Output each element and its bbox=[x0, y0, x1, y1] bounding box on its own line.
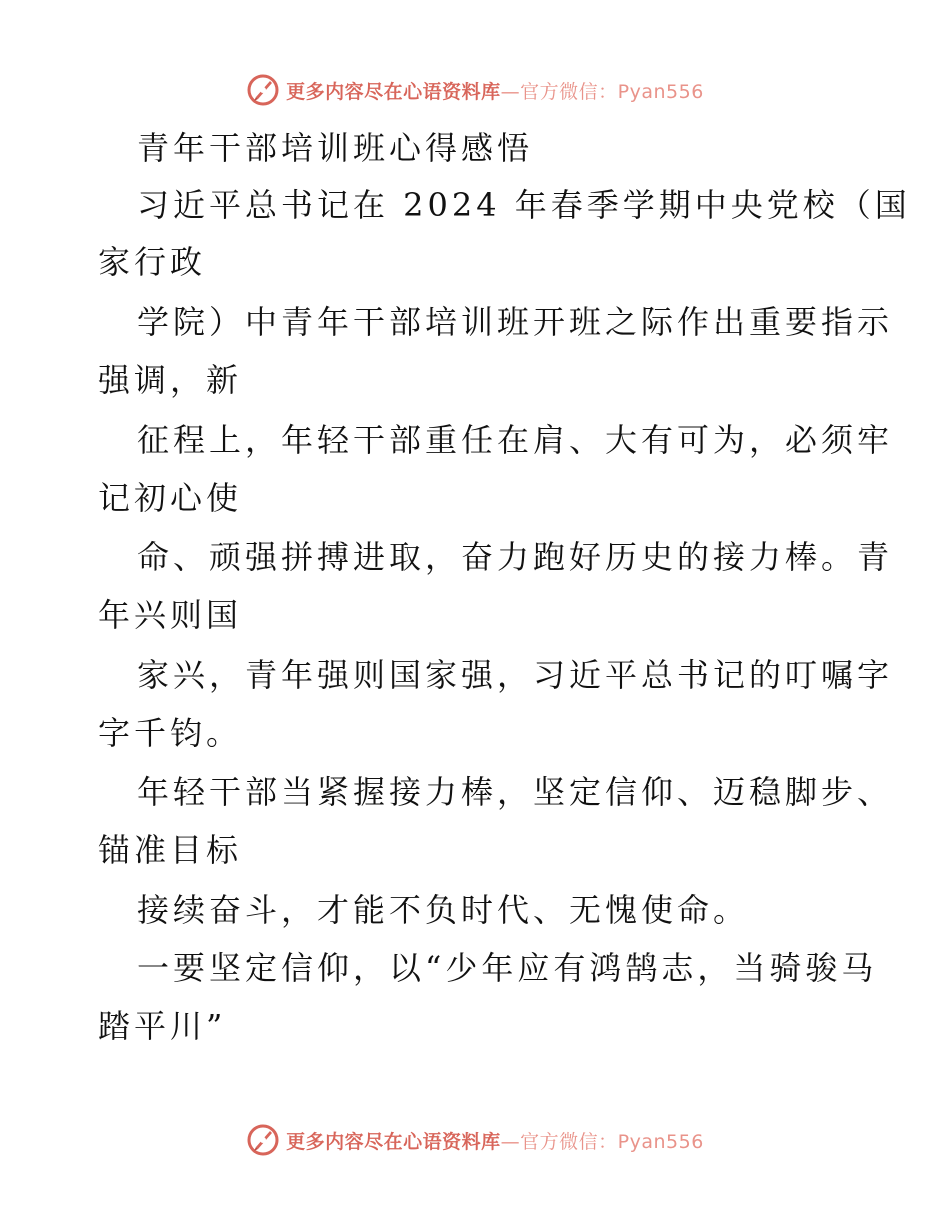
watermark-brand: 更多内容尽在心语资料库 bbox=[286, 1130, 501, 1153]
paragraph-line: 锚准目标 bbox=[98, 831, 243, 869]
paragraph-line: 一要坚定信仰，以“少年应有鸿鹄志，当骑骏马 bbox=[137, 949, 878, 987]
paragraph-line: 家行政 bbox=[98, 243, 207, 281]
paragraph-line: 强调，新 bbox=[98, 361, 243, 399]
document-title: 青年干部培训班心得感悟 bbox=[137, 129, 534, 167]
watermark-contact: 官方微信：Pyan556 bbox=[520, 1130, 704, 1153]
quill-pen-logo-icon bbox=[246, 73, 280, 107]
paragraph-line: 踏平川” bbox=[98, 1007, 227, 1045]
watermark-contact: 官方微信：Pyan556 bbox=[520, 80, 704, 103]
quill-pen-logo-icon bbox=[246, 1123, 280, 1157]
paragraph-line: 接续奋斗，才能不负时代、无愧使命。 bbox=[137, 891, 750, 929]
footer-watermark bbox=[0, 1120, 950, 1160]
paragraph-line: 年兴则国 bbox=[98, 596, 243, 634]
paragraph-line: 家兴，青年强则国家强，习近平总书记的叮嘱字 bbox=[137, 656, 894, 694]
paragraph-line: 学院）中青年干部培训班开班之际作出重要指示 bbox=[137, 303, 894, 341]
paragraph-line: 字千钧。 bbox=[98, 714, 243, 752]
paragraph-line: 征程上，年轻干部重任在肩、大有可为，必须牢 bbox=[137, 421, 894, 459]
paragraph-line: 命、顽强拼搏进取，奋力跑好历史的接力棒。青 bbox=[137, 538, 894, 576]
paragraph-line: 记初心使 bbox=[98, 479, 243, 517]
watermark-separator: — bbox=[500, 80, 521, 103]
paragraph-line: 年轻干部当紧握接力棒，坚定信仰、迈稳脚步、 bbox=[137, 773, 894, 811]
watermark-separator: — bbox=[500, 1130, 521, 1153]
paragraph-line: 习近平总书记在 2024 年春季学期中央党校（国 bbox=[137, 186, 911, 224]
watermark-brand: 更多内容尽在心语资料库 bbox=[286, 80, 501, 103]
header-watermark bbox=[0, 70, 950, 110]
